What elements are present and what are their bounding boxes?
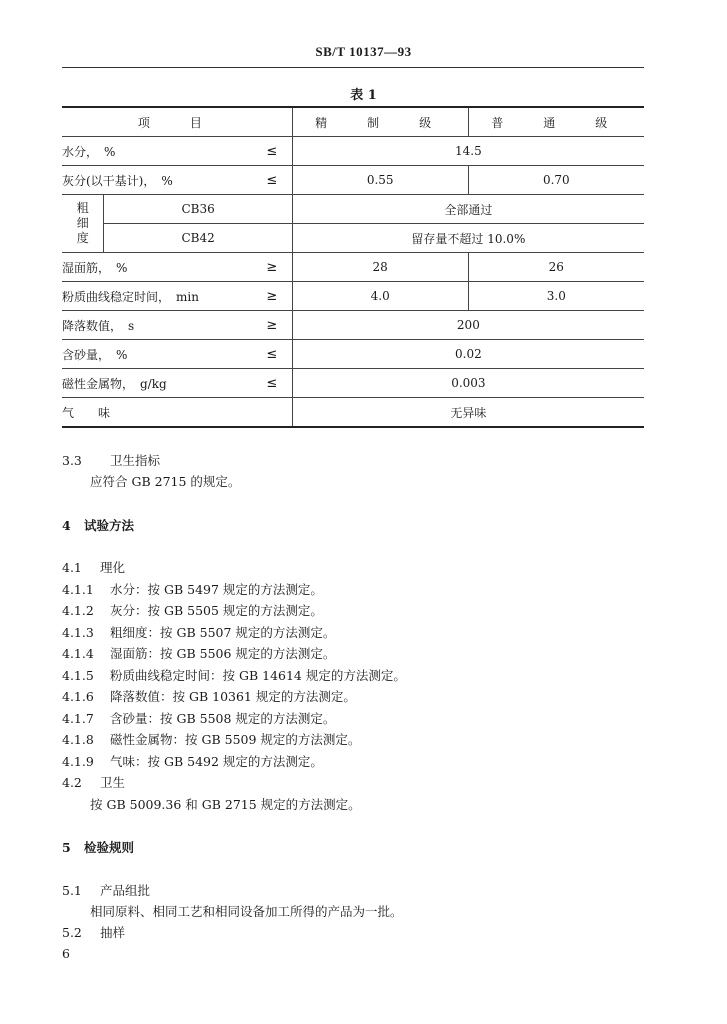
- section-5-heading: [62, 838, 134, 856]
- row-stability: [62, 282, 644, 311]
- table-caption: 表 1: [350, 88, 377, 103]
- item-number: 4.1.7: [62, 711, 94, 726]
- row-fineness-cb36: [62, 195, 644, 224]
- section-title: 检验规则: [84, 840, 135, 855]
- section-title: 理化: [100, 560, 126, 575]
- row-falling-number: [62, 311, 644, 340]
- row-operator: ≥: [252, 253, 292, 282]
- row-label: 粉质曲线稳定时间， min: [62, 282, 252, 311]
- list-item: [62, 644, 335, 662]
- row-value-standard: 3.0: [468, 282, 644, 311]
- item-text: 粗细度：按 GB 5507 规定的方法测定。: [110, 625, 336, 640]
- list-item: [62, 623, 335, 641]
- row-odor: [62, 398, 644, 428]
- item-number: 4.1.6: [62, 689, 94, 704]
- header-item: 项 目: [62, 107, 292, 137]
- item-number: 4.1.5: [62, 668, 94, 683]
- section-title: 产品组批: [100, 883, 151, 898]
- row-fineness-cb42: [62, 224, 644, 253]
- row-label: 降落数值， s: [62, 311, 252, 340]
- row-label: 含砂量， %: [62, 340, 252, 369]
- section-4-1-heading: [62, 558, 125, 576]
- header-rule: [62, 67, 644, 68]
- section-number: 4.1: [62, 560, 82, 575]
- list-item: [62, 580, 323, 598]
- section-5-1-text: 相同原料、相同工艺和相同设备加工所得的产品为一批。: [90, 904, 403, 919]
- row-value: 无异味: [292, 398, 644, 428]
- section-3-3-text: 应符合 GB 2715 的规定。: [90, 474, 241, 489]
- fineness-label: [62, 195, 104, 253]
- row-value: 200: [292, 311, 644, 340]
- section-4-2-heading: [62, 773, 125, 791]
- row-label: 磁性金属物， g/kg: [62, 369, 252, 398]
- section-4-heading: [62, 516, 134, 534]
- sieve-cb36: CB36: [104, 195, 292, 224]
- row-operator: ≤: [252, 166, 292, 195]
- row-value-refined: 4.0: [292, 282, 468, 311]
- fineness-char: 细: [76, 216, 89, 230]
- row-label: 气 味: [62, 398, 292, 428]
- item-text: 含砂量：按 GB 5508 规定的方法测定。: [110, 711, 336, 726]
- row-value-refined: 28: [292, 253, 468, 282]
- item-text: 水分：按 GB 5497 规定的方法测定。: [110, 582, 323, 597]
- item-number: 4.1.3: [62, 625, 94, 640]
- item-text: 降落数值：按 GB 10361 规定的方法测定。: [110, 689, 356, 704]
- sieve-cb42-value: 留存量不超过 10.0%: [292, 224, 644, 253]
- list-item: [62, 752, 323, 770]
- row-label: 灰分(以干基计)， %: [62, 166, 252, 195]
- item-number: 4.1.9: [62, 754, 94, 769]
- section-5-1-heading: [62, 881, 150, 899]
- item-text: 灰分：按 GB 5505 规定的方法测定。: [110, 603, 323, 618]
- section-number: 4: [62, 518, 71, 533]
- fineness-char: 度: [76, 231, 89, 245]
- row-magnetic-metal: [62, 369, 644, 398]
- row-value-refined: 0.55: [292, 166, 468, 195]
- spec-table: [62, 106, 644, 428]
- row-operator: ≤: [252, 137, 292, 166]
- section-5-2-heading: [62, 923, 125, 941]
- row-ash: [62, 166, 644, 195]
- item-text: 粉质曲线稳定时间：按 GB 14614 规定的方法测定。: [110, 668, 406, 683]
- header-grade-standard: 普 通 级: [468, 107, 644, 137]
- header-grade-refined: 精 制 级: [292, 107, 468, 137]
- section-number: 5: [62, 840, 71, 855]
- list-item: [62, 601, 323, 619]
- item-text: 湿面筋：按 GB 5506 规定的方法测定。: [110, 646, 336, 661]
- section-3-3-heading: [62, 451, 160, 469]
- item-number: 4.1.4: [62, 646, 94, 661]
- item-text: 气味：按 GB 5492 规定的方法测定。: [110, 754, 323, 769]
- row-value-standard: 0.70: [468, 166, 644, 195]
- section-title: 试验方法: [84, 518, 135, 533]
- list-item: [62, 730, 360, 748]
- section-title: 卫生指标: [110, 453, 161, 468]
- item-number: 4.1.8: [62, 732, 94, 747]
- standard-code: SB/T 10137—93: [315, 44, 412, 59]
- row-value: 14.5: [292, 137, 644, 166]
- row-operator: ≥: [252, 282, 292, 311]
- row-label: 水分， %: [62, 137, 252, 166]
- row-gluten: [62, 253, 644, 282]
- row-value-standard: 26: [468, 253, 644, 282]
- sieve-cb42: CB42: [104, 224, 292, 253]
- list-item: [62, 666, 406, 684]
- section-number: 3.3: [62, 453, 82, 468]
- section-title: 抽样: [100, 925, 126, 940]
- row-moisture: [62, 137, 644, 166]
- row-value: 0.003: [292, 369, 644, 398]
- row-operator: ≤: [252, 369, 292, 398]
- section-number: 5.2: [62, 925, 82, 940]
- row-label: 湿面筋， %: [62, 253, 252, 282]
- row-value: 0.02: [292, 340, 644, 369]
- row-sand: [62, 340, 644, 369]
- list-item: [62, 687, 356, 705]
- list-item: [62, 709, 335, 727]
- section-number: 4.2: [62, 775, 82, 790]
- section-title: 卫生: [100, 775, 126, 790]
- row-operator: ≥: [252, 311, 292, 340]
- item-number: 4.1.2: [62, 603, 94, 618]
- fineness-char: 粗: [76, 201, 89, 215]
- item-number: 4.1.1: [62, 582, 94, 597]
- sieve-cb36-value: 全部通过: [292, 195, 644, 224]
- page-number: 6: [62, 946, 70, 961]
- section-number: 5.1: [62, 883, 82, 898]
- item-text: 磁性金属物：按 GB 5509 规定的方法测定。: [110, 732, 361, 747]
- row-operator: ≤: [252, 340, 292, 369]
- table-header-row: [62, 107, 644, 137]
- section-4-2-text: 按 GB 5009.36 和 GB 2715 规定的方法测定。: [90, 797, 361, 812]
